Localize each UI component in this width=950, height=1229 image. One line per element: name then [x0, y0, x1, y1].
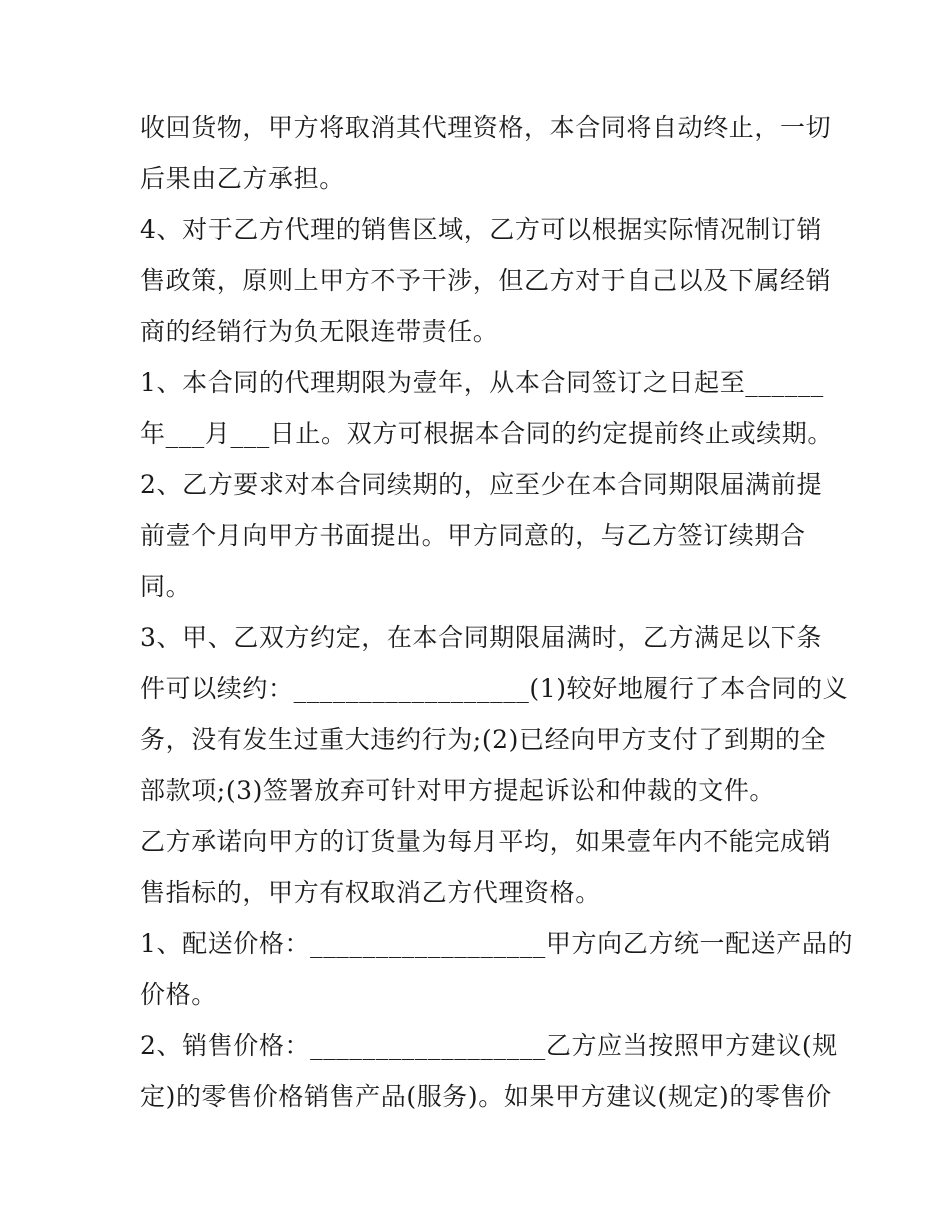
text-line: 收回货物，甲方将取消其代理资格，本合同将自动终止，一切 [140, 113, 832, 142]
text-line: 年___月___日止。双方可根据本合同的约定提前终止或续期。 [140, 419, 834, 448]
text-line: 1、本合同的代理期限为壹年，从本合同签订之日起至______ [140, 368, 824, 397]
text-line: 2、销售价格：__________________乙方应当按照甲方建议(规 [140, 1031, 838, 1060]
text-line: 售指标的，甲方有权取消乙方代理资格。 [140, 878, 601, 907]
document-page [140, 102, 854, 1122]
text-line: 件可以续约：__________________(1)较好地履行了本合同的义 [140, 674, 849, 703]
text-line: 前壹个月向甲方书面提出。甲方同意的，与乙方签订续期合 [140, 521, 806, 550]
text-line: 部款项;(3)签署放弃可针对甲方提起诉讼和仲裁的文件。 [140, 776, 776, 805]
text-line: 定)的零售价格销售产品(服务)。如果甲方建议(规定)的零售价 [140, 1082, 832, 1111]
text-line: 同。 [140, 572, 192, 601]
text-line: 务，没有发生过重大违约行为;(2)已经向甲方支付了到期的全 [140, 725, 827, 754]
text-line: 商的经销行为负无限连带责任。 [140, 317, 499, 346]
text-line: 售政策，原则上甲方不予干涉，但乙方对于自己以及下属经销 [140, 266, 832, 295]
text-line: 4、对于乙方代理的销售区域，乙方可以根据实际情况制订销 [140, 215, 823, 244]
text-line: 3、甲、乙双方约定，在本合同期限届满时，乙方满足以下条 [140, 623, 823, 652]
text-line: 2、乙方要求对本合同续期的，应至少在本合同期限届满前提 [140, 470, 823, 499]
text-line: 乙方承诺向甲方的订货量为每月平均，如果壹年内不能完成销 [140, 827, 832, 856]
text-line: 后果由乙方承担。 [140, 164, 345, 193]
text-line: 1、配送价格：__________________甲方向乙方统一配送产品的 [140, 929, 854, 958]
text-line: 价格。 [140, 980, 217, 1009]
